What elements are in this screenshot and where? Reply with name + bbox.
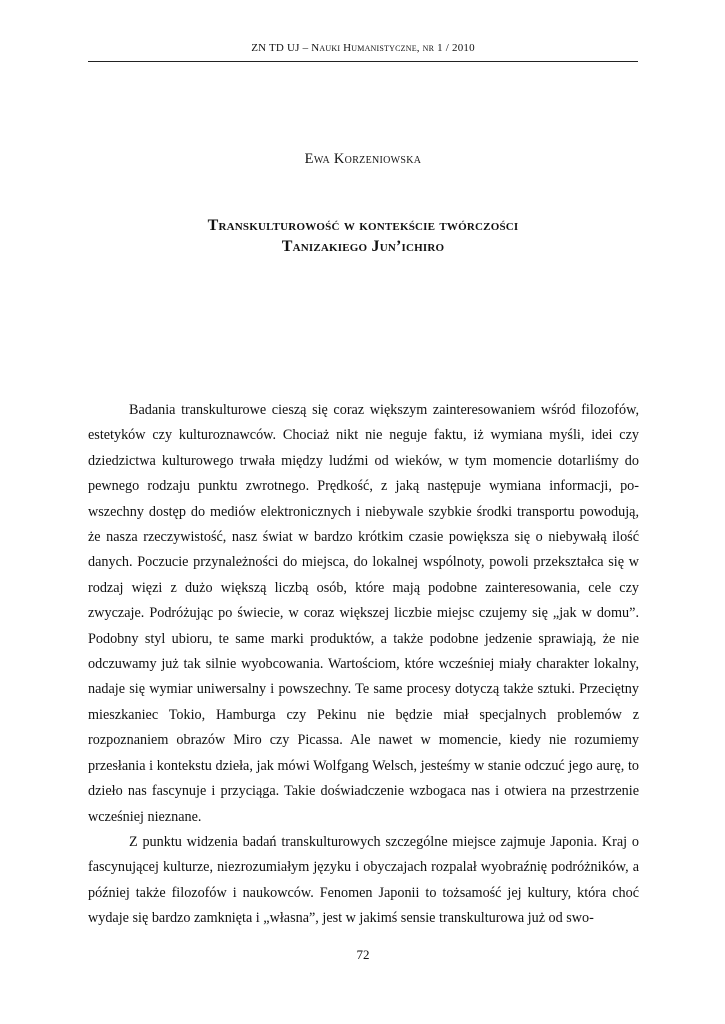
article-title-line-1: Transkulturowość w kontekście twórczości — [207, 217, 519, 234]
running-header: ZN TD UJ – Nauki Humanistyczne, nr 1 / 2010 — [251, 42, 475, 54]
body-paragraph: Z punktu widzenia badań transkulturowych szczególne miejsce zajmuje Japonia. Kraj o fascynującej kulturze, niezrozumiałym języku i obyczajach rozpalał wyobraźnię podróżników, a później także filozofów i naukowców. Fenomen Japonii to tożsamość jej kultury, która choć wydaje się bardzo zamknięta i „własna”, jest w jakimś sensie transkulturowa już od swo- — [88, 833, 639, 927]
article-body — [88, 398, 639, 932]
page-number: 72 — [356, 947, 370, 962]
body-paragraph: Badania transkulturowe cieszą się coraz większym zainteresowaniem wśród filozofów, estetyków czy kulturoznawców. Chociaż nikt nie neguje faktu, iż wymiana myśli, idei czy dziedzictwa kulturowego trwała między ludźmi od wieków, w tym momencie dotarliśmy do pewnego rodzaju punktu zwrotnego. Prędkość, z jaką następuje wymiana informacji, powszechny dostęp do mediów elektronicznych i niebywale szybkie środki transportu powodują, że nasza rzeczywistość, nasz świat w bardzo krótkim czasie powiększa się o niebywałą ilość danych. Poczucie przynależności do miejsca, do lokalnej wspólnoty, powoli przekształca się w rodzaj więzi z dużo większą liczbą osób, które mają podobne zainteresowania, cele czy zwyczaje. Podróżując po świecie, w coraz większej liczbie miejsc czujemy się „jak w domu”. Podobny styl ubioru, te same marki produktów, a także podobne jedzenie sprawiają, że nie odczuwamy już tak silnie wyobcowania. Wartościom, które wcześniej miały charakter lokalny, nadaje się wymiar uniwersalny i powszechny. Te same procesy dotyczą także sztuki. Przeciętny mieszkaniec Tokio, Hamburga czy Pekinu nie będzie miał specjalnych problemów z rozpoznaniem obrazów Miro czy Picassa. Ale nawet w momencie, kiedy nie rozumiemy przesłania i kontekstu dzieła, jak mówi Wolfgang Welsch, jesteśmy w stanie odczuć jego aurę, to dzieło nas fascynuje i przyciąga. Takie doświadczenie wzbogaca nas i otwiera na przestrzenie wcześniej nieznane. — [88, 402, 639, 825]
header-divider — [88, 61, 638, 62]
article-author: Ewa Korzeniowska — [304, 151, 422, 167]
article-title — [88, 215, 638, 257]
article-title-line-2: Tanizakiego Jun’ichiro — [281, 238, 445, 255]
